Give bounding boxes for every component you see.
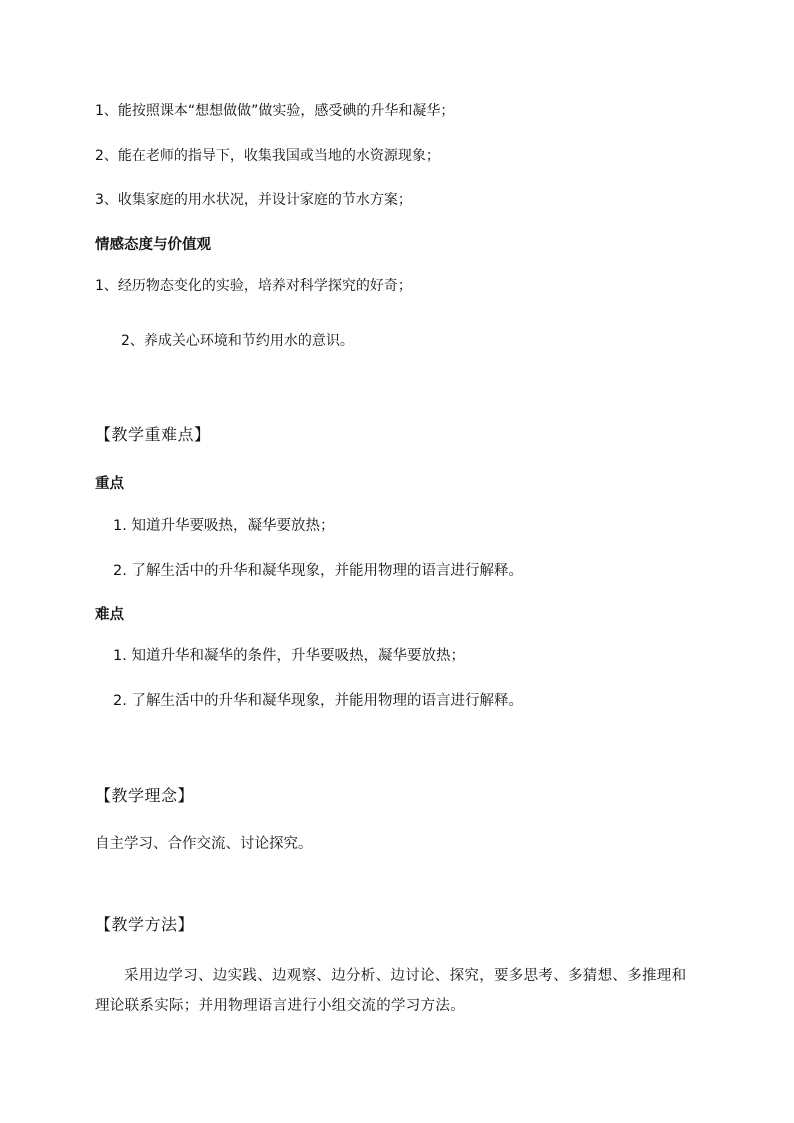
- skill-item-2: 2、能在老师的指导下，收集我国或当地的水资源现象；: [95, 148, 440, 164]
- key-points-heading: 【教学重难点】: [95, 425, 211, 444]
- skill-item-3: 3、收集家庭的用水状况，并设计家庭的节水方案；: [95, 192, 412, 208]
- method-heading: 【教学方法】: [95, 915, 195, 934]
- focus-heading: 重点: [95, 476, 124, 492]
- focus-item-2: 2. 了解生活中的升华和凝华现象，并能用物理的语言进行解释。: [113, 563, 523, 579]
- focus-item-1: 1. 知道升华要吸热，凝华要放热；: [113, 518, 335, 534]
- philosophy-heading: 【教学理念】: [95, 786, 195, 805]
- difficulty-item-1: 1. 知道升华和凝华的条件，升华要吸热，凝华要放热；: [113, 648, 465, 664]
- method-text: 采用边学习、边实践、边观察、边分析、边讨论、探究，要多思考、多猜想、多推理和理论联系实际；并用物理语言进行小组交流的学习方法。: [95, 968, 687, 1014]
- philosophy-text: 自主学习、合作交流、讨论探究。: [95, 836, 313, 852]
- emotion-heading: 情感态度与价值观: [95, 237, 211, 253]
- difficulty-item-2: 2. 了解生活中的升华和凝华现象，并能用物理的语言进行解释。: [113, 693, 523, 709]
- emotion-item-1: 1、经历物态变化的实验，培养对科学探究的好奇；: [95, 278, 412, 294]
- difficulty-heading: 难点: [95, 607, 124, 623]
- emotion-item-2: 2、养成关心环境和节约用水的意识。: [121, 333, 354, 349]
- skill-item-1: 1、能按照课本“想想做做”做实验，感受碘的升华和凝华；: [95, 103, 455, 119]
